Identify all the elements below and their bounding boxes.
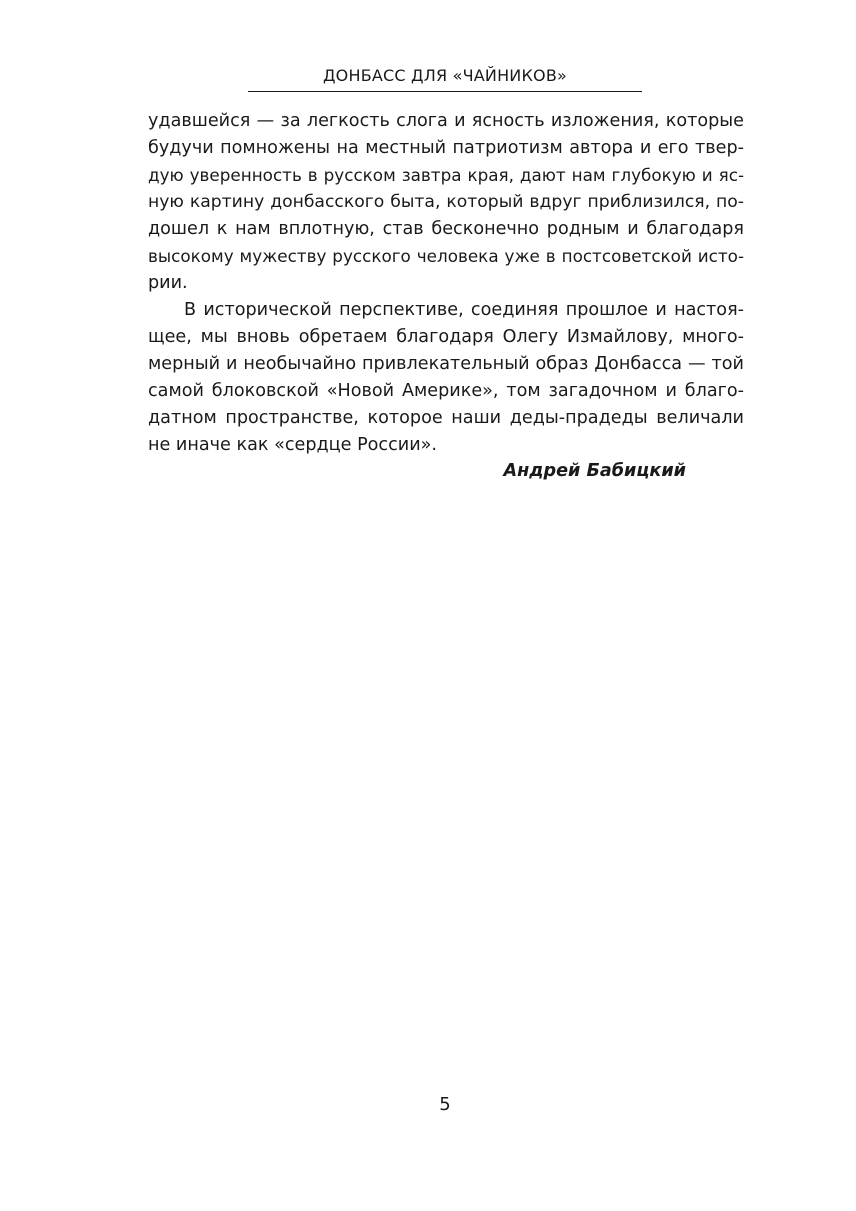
text-line: мерный и необычайно привлекательный образ Донбасса — той (148, 354, 744, 374)
text-line: ную картину донбасского быта, который вдруг приблизился, по- (148, 192, 744, 212)
author-signature: Андрей Бабицкий (503, 461, 686, 481)
text-line: В исторической перспективе, соединяя прошлое и настоя- (184, 300, 744, 320)
text-line: самой блоковской «Новой Америке», том загадочном и благо- (148, 381, 744, 401)
text-line: высокому мужеству русского человека уже в постсоветской исто- (148, 246, 744, 266)
text-line: щее, мы вновь обретаем благодаря Олегу Измайлову, много- (148, 327, 744, 347)
text-line: датном пространстве, которое наши деды-прадеды величали (148, 408, 744, 428)
text-line: рии. (148, 273, 188, 293)
running-head: ДОНБАСС ДЛЯ «ЧАЙНИКОВ» (248, 64, 642, 92)
text-line: дую уверенность в русском завтра края, дают нам глубокую и яс- (148, 165, 744, 185)
text-line: не иначе как «сердце России». (148, 435, 438, 455)
page-number: 5 (439, 1094, 451, 1115)
text-line: дошел к нам вплотную, став бесконечно родным и благодаря (148, 219, 744, 239)
text-line: удавшейся — за легкость слога и ясность изложения, которые (148, 111, 744, 131)
text-line: будучи помножены на местный патриотизм автора и его твер- (148, 138, 744, 158)
body-text (148, 108, 744, 459)
